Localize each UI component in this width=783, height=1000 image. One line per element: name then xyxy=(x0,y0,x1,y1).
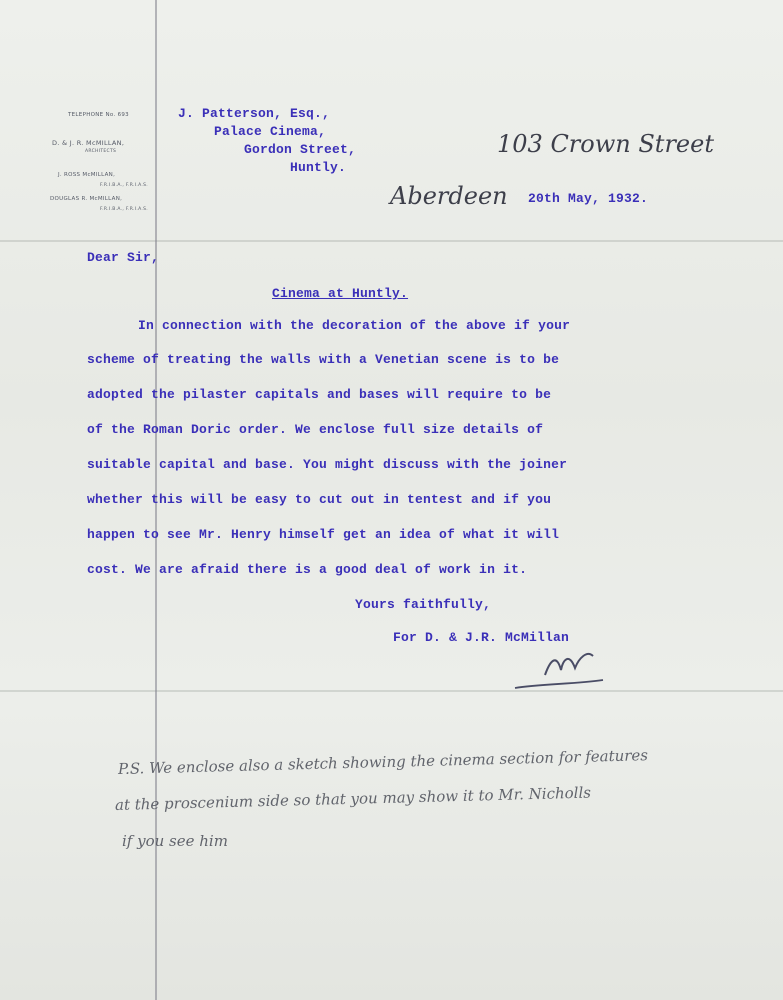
postscript-line: at the proscenium side so that you may show it to Mr. Nicholls xyxy=(114,783,592,814)
letterhead-firm: D. & J. R. McMILLAN, xyxy=(52,139,125,147)
body-line: happen to see Mr. Henry himself get an idea of what it will xyxy=(87,527,560,542)
body-line: scheme of treating the walls with a Venetian scene is to be xyxy=(87,352,560,367)
body-line: In connection with the decoration of the above if your xyxy=(138,318,571,333)
closing: Yours faithfully, xyxy=(355,597,492,612)
sender-street: 103 Crown Street xyxy=(497,130,714,158)
letterhead-partner1: J. ROSS McMILLAN, xyxy=(58,172,116,178)
letterhead-telephone: TELEPHONE No. 693 xyxy=(68,112,129,118)
fold-crease xyxy=(0,240,783,242)
subject-line: Cinema at Huntly. xyxy=(272,286,409,301)
addressee-name: J. Patterson, Esq., xyxy=(178,106,331,121)
sender-city: Aberdeen xyxy=(390,182,508,210)
body-line: whether this will be easy to cut out in tentest and if you xyxy=(87,492,552,507)
fold-crease xyxy=(0,690,783,692)
letterhead-partner2: DOUGLAS R. McMILLAN, xyxy=(50,196,123,202)
postscript-line: if you see him xyxy=(122,832,228,850)
body-line: cost. We are afraid there is a good deal of work in it. xyxy=(87,562,528,577)
signature-mark xyxy=(505,640,615,700)
body-line: suitable capital and base. You might discuss with the joiner xyxy=(87,457,568,472)
addressee-town: Huntly. xyxy=(290,160,347,175)
addressee-venue: Palace Cinema, xyxy=(214,124,327,139)
letterhead-partner2-quals: F.R.I.B.A., F.R.I.A.S. xyxy=(100,207,149,212)
addressee-street: Gordon Street, xyxy=(244,142,357,157)
letter-date: 20th May, 1932. xyxy=(528,191,649,206)
body-line: of the Roman Doric order. We enclose full size details of xyxy=(87,422,544,437)
salutation: Dear Sir, xyxy=(87,250,160,265)
postscript-line: P.S. We enclose also a sketch showing the cinema section for features xyxy=(117,746,649,778)
body-line: adopted the pilaster capitals and bases will require to be xyxy=(87,387,552,402)
signatory: For D. & J.R. McMillan xyxy=(393,630,570,645)
letterhead-partner1-quals: F.R.I.B.A., F.R.I.A.S. xyxy=(100,183,149,188)
letterhead-firm-sub: ARCHITECTS xyxy=(85,149,117,154)
